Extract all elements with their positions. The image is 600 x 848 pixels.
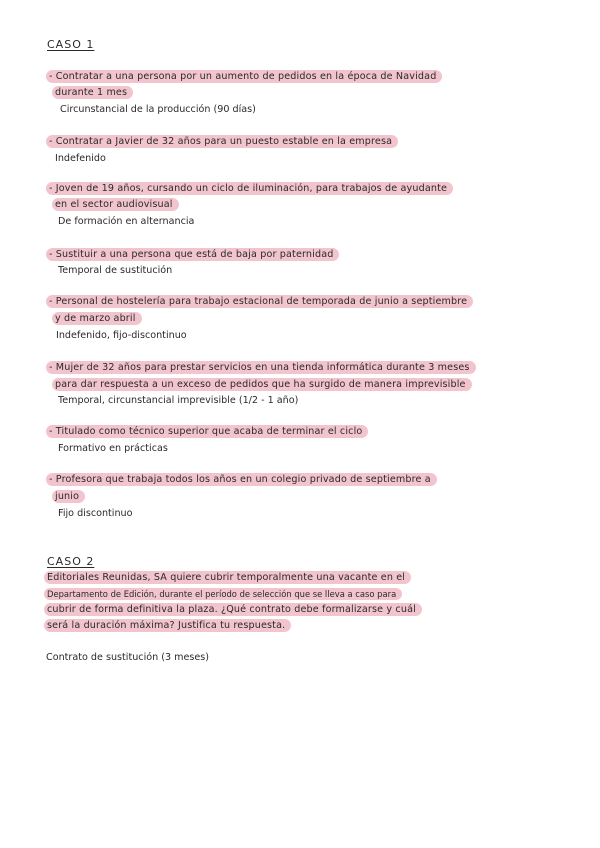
caso1-item-1-answer: Circunstancial de la producción (90 días) [60, 104, 256, 115]
caso1-item-3-answer: De formación en alternancia [58, 216, 195, 227]
caso2-question-line-3: cubrir de forma definitiva la plaza. ¿Qué contrato debe formalizarse y cuál [44, 604, 422, 616]
caso1-item-4-answer: Temporal de sustitución [58, 265, 173, 276]
caso2-question-line-2: Departamento de Edición, durante el período de selección que se lleva a caso para [44, 588, 402, 600]
caso1-item-5-line-1: - Personal de hostelería para trabajo estacional de temporada de junio a septiembre [46, 296, 473, 308]
caso1-item-8-line-2: junio [52, 491, 85, 503]
caso2-question-line-4: será la duración máxima? Justifica tu respuesta. [44, 620, 291, 632]
caso1-item-1-line-2: durante 1 mes [52, 87, 133, 99]
caso2-question-line-1: Editoriales Reunidas, SA quiere cubrir temporalmente una vacante en el [44, 572, 411, 584]
caso2-title: CASO 2 [47, 555, 95, 568]
caso2-answer: Contrato de sustitución (3 meses) [46, 652, 210, 663]
caso1-item-7-answer: Formativo en prácticas [58, 443, 168, 454]
caso1-item-2-answer: Indefenido [55, 153, 106, 164]
caso1-item-5-answer: Indefenido, fijo-discontinuo [56, 330, 187, 341]
caso1-item-6-line-1: - Mujer de 32 años para prestar servicios en una tienda informática durante 3 meses [46, 362, 476, 374]
caso1-item-6-answer: Temporal, circunstancial imprevisible (1/2 - 1 año) [58, 395, 299, 406]
caso1-item-4-line-1: - Sustituir a una persona que está de baja por paternidad [46, 249, 339, 261]
caso1-item-3-line-1: - Joven de 19 años, cursando un ciclo de iluminación, para trabajos de ayudante [46, 183, 453, 195]
caso1-item-7-line-1: - Titulado como técnico superior que acaba de terminar el ciclo [46, 426, 368, 438]
caso1-item-6-line-2: para dar respuesta a un exceso de pedidos que ha surgido de manera imprevisible [52, 379, 472, 391]
caso1-item-5-line-2: y de marzo abril [52, 313, 142, 325]
caso1-title: CASO 1 [47, 38, 95, 51]
caso1-item-1-line-1: - Contratar a una persona por un aumento de pedidos en la época de Navidad [46, 71, 442, 83]
caso1-item-2-line-1: - Contratar a Javier de 32 años para un puesto estable en la empresa [46, 136, 398, 148]
caso1-item-3-line-2: en el sector audiovisual [52, 199, 179, 211]
caso1-item-8-line-1: - Profesora que trabaja todos los años en un colegio privado de septiembre a [46, 474, 437, 486]
caso1-item-8-answer: Fijo discontinuo [58, 508, 133, 519]
